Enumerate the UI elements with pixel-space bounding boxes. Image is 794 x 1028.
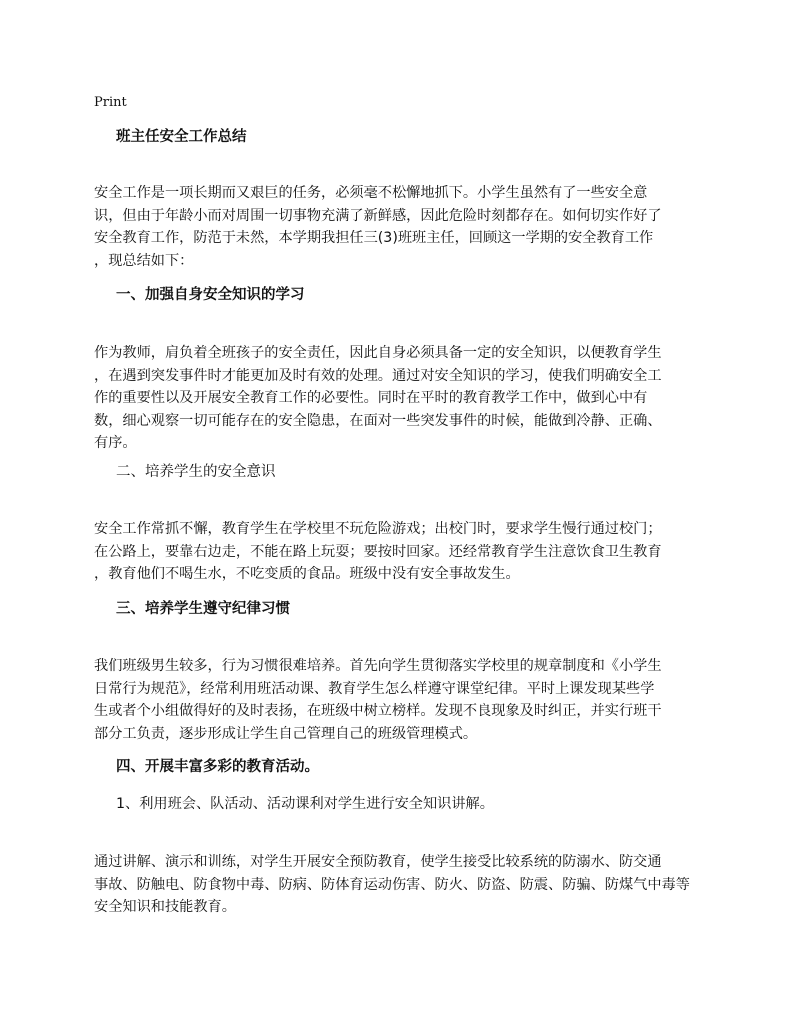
paragraph-line: 安全知识和技能教育。 [94, 899, 236, 915]
paragraph-line: 部分工负责，逐步形成让学生自己管理自己的班级管理模式。 [94, 725, 478, 742]
paragraph-line: 作的重要性以及开展安全教育工作的必要性。同时在平时的教育教学工作中，做到心中有 [94, 390, 648, 406]
paragraph-line: ，现总结如下： [94, 252, 194, 269]
paragraph-line: ，在遇到突发事件时才能更加及时有效的处理。通过对安全知识的学习，使我们明确安全工 [94, 367, 662, 384]
paragraph-line: 事故、防触电、防食物中毒、防病、防体育运动伤害、防火、防盗、防震、防骗、防煤气中毒等 [94, 876, 690, 893]
section-1-paragraph [94, 342, 712, 455]
paragraph-line: 生或者个小组做得好的及时表扬，在班级中树立榜样。发现不良现象及时纠正，并实行班干 [94, 703, 662, 719]
section-4-subitem: 1、利用班会、队活动、活动课利对学生进行安全知识讲解。 [116, 796, 494, 812]
paragraph-line: 通过讲解、演示和训练，对学生开展安全预防教育，使学生接受比较系统的防溺水、防交通 [94, 854, 662, 870]
paragraph-line: ，教育他们不喝生水，不吃变质的食品。班级中没有安全事故发生。 [94, 566, 520, 582]
print-link[interactable]: Print [94, 95, 127, 110]
paragraph-line: 安全工作是一项长期而又艰巨的任务，必须毫不松懈地抓下。小学生虽然有了一些安全意 [94, 185, 648, 201]
paragraph-line: 作为教师，肩负着全班孩子的安全责任，因此自身必须具备一定的安全知识，以便教育学生 [94, 345, 662, 361]
section-4-paragraph [94, 851, 712, 919]
paragraph-line: 在公路上，要靠右边走，不能在路上玩耍；要按时回家。还经常教育学生注意饮食卫生教育 [94, 543, 662, 560]
paragraph-line: 识，但由于年龄小而对周围一切事物充满了新鲜感，因此危险时刻都存在。如何切实作好了 [94, 207, 662, 224]
section-heading-1: 一、加强自身安全知识的学习 [116, 287, 305, 303]
section-heading-3: 三、培养学生遵守纪律习惯 [116, 601, 290, 617]
section-heading-2: 二、培养学生的安全意识 [116, 464, 276, 480]
intro-paragraph [94, 182, 712, 272]
paragraph-line: 有序。 [94, 435, 137, 451]
paragraph-line: 数，细心观察一切可能存在的安全隐患，在面对一些突发事件的时候，能做到冷静、正确、 [94, 412, 662, 429]
section-heading-4: 四、开展丰富多彩的教育活动。 [116, 759, 319, 775]
paragraph-line: 日常行为规范》，经常利用班活动课、教育学生怎么样遵守课堂纪律。平时上课发现某些学 [94, 680, 655, 697]
paragraph-line: 我们班级男生较多，行为习惯很难培养。首先向学生贯彻落实学校里的规章制度和《小学生 [94, 658, 662, 674]
section-3-paragraph [94, 655, 712, 745]
paragraph-line: 安全教育工作，防范于未然，本学期我担任三(3)班班主任，回顾这一学期的安全教育工作 [94, 230, 654, 246]
document-title: 班主任安全工作总结 [116, 129, 247, 145]
paragraph-line: 安全工作常抓不懈，教育学生在学校里不玩危险游戏；出校门时，要求学生慢行通过校门； [94, 521, 662, 537]
section-2-paragraph [94, 518, 712, 586]
